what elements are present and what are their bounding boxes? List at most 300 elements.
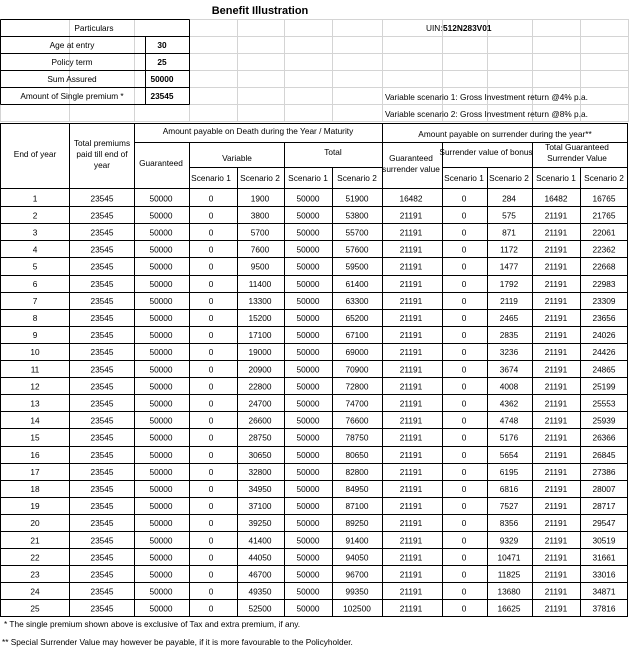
scenario-note-2: Variable scenario 2: Gross Investment return @8% p.a. xyxy=(385,109,588,119)
particulars-sum-label: Sum Assured xyxy=(47,74,97,84)
cell-total-surrender-s1: 21191 xyxy=(544,569,568,580)
cell-total-s1: 50000 xyxy=(296,432,320,443)
cell-premiums-paid: 23545 xyxy=(90,603,114,614)
variable-scenario-1-header: Scenario 1 xyxy=(191,173,231,183)
cell-total-s1: 50000 xyxy=(296,552,320,563)
cell-premiums-paid: 23545 xyxy=(90,227,114,238)
cell-guaranteed-surrender: 21191 xyxy=(399,398,423,409)
cell-bonus-s1: 0 xyxy=(461,330,467,341)
cell-total-s2: 51900 xyxy=(345,193,369,204)
cell-variable-s2: 11400 xyxy=(248,278,272,289)
particulars-premium-value: 23545 xyxy=(150,91,174,101)
cell-variable-s2: 13300 xyxy=(248,295,272,306)
cell-total-s1: 50000 xyxy=(296,535,320,546)
cell-total-s2: 102500 xyxy=(343,603,371,614)
header-end-of-year: End of year xyxy=(13,149,57,159)
cell-variable-s1: 0 xyxy=(208,603,214,614)
cell-total-surrender-s2: 33016 xyxy=(592,569,616,580)
cell-total-s1: 50000 xyxy=(296,261,320,272)
cell-guaranteed-surrender: 21191 xyxy=(399,535,423,546)
cell-bonus-s2: 8356 xyxy=(499,518,519,529)
cell-total-s2: 72800 xyxy=(345,381,369,392)
cell-year: 20 xyxy=(30,518,40,529)
cell-bonus-s2: 1477 xyxy=(499,261,519,272)
table-row xyxy=(30,450,616,460)
cell-total-surrender-s2: 22668 xyxy=(592,261,616,272)
cell-total-surrender-s1: 21191 xyxy=(544,586,568,597)
cell-year: 21 xyxy=(30,535,40,546)
header-surrender-group: Amount payable on surrender during the year** xyxy=(418,129,592,139)
cell-variable-s2: 28750 xyxy=(248,432,272,443)
cell-variable-s1: 0 xyxy=(208,227,214,238)
table-row xyxy=(30,416,616,426)
cell-total-s2: 61400 xyxy=(345,278,369,289)
cell-variable-s2: 26600 xyxy=(248,415,272,426)
header-total: Total xyxy=(324,147,342,157)
cell-total-s2: 94050 xyxy=(345,552,369,563)
bonus-scenario-2-header: Scenario 2 xyxy=(489,173,529,183)
cell-bonus-s2: 6816 xyxy=(499,484,519,494)
table-row xyxy=(30,604,616,614)
header-total-guaranteed-surrender-line2: Surrender Value xyxy=(547,153,607,163)
cell-premiums-paid: 23545 xyxy=(90,313,114,323)
cell-premiums-paid: 23545 xyxy=(90,415,114,426)
cell-total-surrender-s2: 30519 xyxy=(592,535,616,546)
cell-total-surrender-s1: 21191 xyxy=(544,484,568,494)
cell-premiums-paid: 23545 xyxy=(90,586,114,597)
cell-bonus-s2: 2465 xyxy=(499,313,519,323)
cell-total-surrender-s2: 25553 xyxy=(592,398,616,409)
cell-bonus-s2: 9329 xyxy=(499,535,519,546)
cell-total-surrender-s1: 21191 xyxy=(544,381,568,392)
cell-variable-s1: 0 xyxy=(208,535,214,546)
header-total-guaranteed-surrender-line1: Total Guaranteed xyxy=(545,142,609,152)
particulars-term-label: Policy term xyxy=(51,57,93,67)
particulars-sum-value: 50000 xyxy=(150,74,174,84)
cell-bonus-s1: 0 xyxy=(461,501,467,512)
cell-total-s2: 99350 xyxy=(345,586,369,597)
cell-year: 1 xyxy=(32,193,38,204)
cell-variable-s1: 0 xyxy=(208,466,214,477)
cell-variable-s1: 0 xyxy=(208,193,214,204)
cell-variable-s2: 52500 xyxy=(248,603,272,614)
header-variable: Variable xyxy=(222,153,252,163)
cell-variable-s2: 34950 xyxy=(248,484,272,494)
cell-total-surrender-s2: 25199 xyxy=(592,381,616,392)
header-guaranteed-surrender-line2: surrender value xyxy=(382,164,440,174)
cell-bonus-s1: 0 xyxy=(461,415,467,426)
cell-guaranteed-death: 50000 xyxy=(149,244,173,255)
cell-bonus-s2: 3674 xyxy=(499,364,519,375)
cell-bonus-s1: 0 xyxy=(461,398,467,409)
cell-bonus-s2: 16625 xyxy=(497,603,521,614)
table-row xyxy=(33,296,616,306)
cell-guaranteed-death: 50000 xyxy=(149,347,173,358)
cell-bonus-s2: 5654 xyxy=(499,449,519,460)
cell-year: 12 xyxy=(30,381,40,392)
cell-total-surrender-s1: 21191 xyxy=(544,501,568,512)
uin-label: UIN: xyxy=(426,23,443,33)
cell-bonus-s2: 5176 xyxy=(499,432,519,443)
cell-total-s1: 50000 xyxy=(296,398,320,409)
cell-total-surrender-s1: 21191 xyxy=(544,415,568,426)
cell-guaranteed-surrender: 21191 xyxy=(399,586,423,597)
cell-year: 22 xyxy=(30,552,40,563)
cell-premiums-paid: 23545 xyxy=(90,244,114,255)
cell-premiums-paid: 23545 xyxy=(90,569,114,580)
cell-year: 4 xyxy=(32,244,38,255)
cell-bonus-s2: 1172 xyxy=(500,244,518,255)
particulars-term-value: 25 xyxy=(157,57,167,67)
cell-guaranteed-surrender: 21191 xyxy=(399,330,423,341)
table-row xyxy=(30,518,616,528)
cell-guaranteed-death: 50000 xyxy=(149,466,173,477)
cell-guaranteed-death: 50000 xyxy=(149,603,173,614)
cell-variable-s1: 0 xyxy=(208,586,214,597)
cell-total-surrender-s1: 21191 xyxy=(544,244,568,255)
cell-guaranteed-surrender: 21191 xyxy=(399,552,423,563)
footnote-single-premium: * The single premium shown above is exclusive of Tax and extra premium, if any. xyxy=(4,619,301,629)
cell-guaranteed-death: 50000 xyxy=(149,210,173,221)
total-surrender-scenario-2-header: Scenario 2 xyxy=(584,173,624,183)
cell-bonus-s1: 0 xyxy=(461,518,467,529)
cell-total-s1: 50000 xyxy=(296,278,320,289)
cell-premiums-paid: 23545 xyxy=(90,364,114,375)
cell-bonus-s1: 0 xyxy=(461,603,467,614)
header-guaranteed-surrender-line1: Guaranteed xyxy=(389,153,433,163)
cell-year: 17 xyxy=(30,466,40,477)
table-row xyxy=(33,228,616,238)
cell-guaranteed-surrender: 21191 xyxy=(399,244,423,255)
cell-bonus-s2: 284 xyxy=(502,193,516,204)
particulars-premium-label: Amount of Single premium * xyxy=(20,91,124,101)
header-guaranteed: Guaranteed xyxy=(139,158,183,168)
cell-total-s1: 50000 xyxy=(296,466,320,477)
cell-total-s1: 50000 xyxy=(296,484,320,494)
scenario-note-1: Variable scenario 1: Gross Investment return @4% p.a. xyxy=(385,92,588,102)
cell-total-surrender-s1: 21191 xyxy=(544,347,568,358)
cell-variable-s2: 7600 xyxy=(250,244,270,255)
variable-scenario-2-header: Scenario 2 xyxy=(240,173,280,183)
cell-total-s2: 63300 xyxy=(345,295,369,306)
total-scenario-1-header: Scenario 1 xyxy=(288,173,328,183)
cell-variable-s1: 0 xyxy=(208,261,214,272)
cell-year: 6 xyxy=(32,278,38,289)
cell-total-s2: 82800 xyxy=(345,466,369,477)
cell-variable-s1: 0 xyxy=(208,552,214,563)
cell-bonus-s1: 0 xyxy=(461,210,467,221)
cell-variable-s1: 0 xyxy=(208,313,214,323)
footnote-special-surrender: ** Special Surrender Value may however be payable, if it is more favourable to the Policyholder. xyxy=(2,637,353,647)
cell-variable-s2: 49350 xyxy=(248,586,272,597)
table-row xyxy=(33,210,616,220)
cell-bonus-s1: 0 xyxy=(461,586,467,597)
cell-total-surrender-s1: 21191 xyxy=(544,330,568,341)
cell-bonus-s1: 0 xyxy=(461,364,467,375)
cell-total-s1: 50000 xyxy=(296,347,320,358)
cell-total-s1: 50000 xyxy=(296,295,320,306)
cell-guaranteed-death: 50000 xyxy=(149,415,173,426)
cell-variable-s1: 0 xyxy=(208,278,214,289)
cell-bonus-s1: 0 xyxy=(461,535,467,546)
cell-variable-s1: 0 xyxy=(208,501,214,512)
cell-total-surrender-s2: 34871 xyxy=(592,586,616,597)
table-row xyxy=(31,364,616,374)
header-total-premiums-line2: paid till end of xyxy=(76,149,128,159)
cell-total-s2: 74700 xyxy=(345,398,369,409)
table-row xyxy=(30,501,616,511)
cell-guaranteed-death: 50000 xyxy=(149,295,173,306)
cell-bonus-s2: 6195 xyxy=(499,466,519,477)
cell-guaranteed-death: 50000 xyxy=(149,227,173,238)
cell-year: 16 xyxy=(30,449,40,460)
cell-guaranteed-surrender: 21191 xyxy=(399,432,423,443)
cell-variable-s1: 0 xyxy=(208,330,214,341)
cell-total-s1: 50000 xyxy=(296,244,320,255)
cell-guaranteed-surrender: 21191 xyxy=(399,569,423,580)
cell-variable-s2: 15200 xyxy=(248,313,272,323)
cell-guaranteed-death: 50000 xyxy=(149,586,173,597)
cell-total-s1: 50000 xyxy=(296,501,320,512)
cell-total-surrender-s2: 29547 xyxy=(592,518,616,529)
cell-variable-s1: 0 xyxy=(208,449,214,460)
cell-total-s1: 50000 xyxy=(296,227,320,238)
cell-variable-s2: 46700 xyxy=(248,569,272,580)
cell-bonus-s2: 4748 xyxy=(499,415,519,426)
cell-bonus-s1: 0 xyxy=(461,432,467,443)
cell-total-surrender-s2: 25939 xyxy=(592,415,616,426)
cell-total-surrender-s2: 22983 xyxy=(592,278,616,289)
cell-total-surrender-s1: 16482 xyxy=(544,193,568,204)
table-row xyxy=(33,330,616,340)
cell-bonus-s1: 0 xyxy=(461,449,467,460)
table-row xyxy=(30,535,616,545)
table-row xyxy=(33,262,616,272)
cell-total-surrender-s2: 26366 xyxy=(592,432,616,443)
cell-variable-s1: 0 xyxy=(208,484,214,494)
cell-bonus-s1: 0 xyxy=(461,484,467,494)
cell-bonus-s1: 0 xyxy=(461,278,467,289)
cell-year: 8 xyxy=(32,313,38,323)
cell-premiums-paid: 23545 xyxy=(90,535,114,546)
cell-premiums-paid: 23545 xyxy=(90,518,114,529)
cell-guaranteed-surrender: 21191 xyxy=(399,518,423,529)
cell-bonus-s1: 0 xyxy=(461,295,467,306)
cell-year: 25 xyxy=(30,603,40,614)
cell-premiums-paid: 23545 xyxy=(90,330,114,341)
cell-premiums-paid: 23545 xyxy=(90,432,114,443)
cell-variable-s2: 37100 xyxy=(248,501,272,512)
total-scenario-2-header: Scenario 2 xyxy=(337,173,377,183)
cell-premiums-paid: 23545 xyxy=(90,278,114,289)
table-row xyxy=(30,484,616,494)
cell-guaranteed-death: 50000 xyxy=(149,193,173,204)
cell-guaranteed-death: 50000 xyxy=(149,330,173,341)
cell-premiums-paid: 23545 xyxy=(90,398,114,409)
cell-bonus-s1: 0 xyxy=(461,552,467,563)
cell-guaranteed-death: 50000 xyxy=(149,501,173,512)
cell-total-s1: 50000 xyxy=(296,364,320,375)
cell-guaranteed-death: 50000 xyxy=(149,449,173,460)
cell-total-surrender-s2: 21765 xyxy=(592,210,616,221)
cell-variable-s1: 0 xyxy=(208,398,214,409)
cell-total-s2: 76600 xyxy=(345,415,369,426)
cell-total-s2: 91400 xyxy=(345,535,369,546)
cell-bonus-s2: 575 xyxy=(502,210,516,221)
cell-variable-s1: 0 xyxy=(208,295,214,306)
cell-guaranteed-surrender: 21191 xyxy=(399,603,423,614)
cell-total-surrender-s2: 37816 xyxy=(592,603,616,614)
cell-total-s1: 50000 xyxy=(296,603,320,614)
cell-bonus-s1: 0 xyxy=(461,313,467,323)
cell-guaranteed-death: 50000 xyxy=(149,313,173,323)
cell-premiums-paid: 23545 xyxy=(90,501,114,512)
cell-year: 23 xyxy=(30,569,40,580)
table-row xyxy=(30,570,616,580)
sheet-title: Benefit Illustration xyxy=(211,5,309,17)
cell-total-surrender-s1: 21191 xyxy=(544,432,568,443)
cell-guaranteed-death: 50000 xyxy=(149,364,173,375)
cell-total-surrender-s1: 21191 xyxy=(544,466,568,477)
cell-total-surrender-s1: 21191 xyxy=(544,295,568,306)
particulars-header: Particulars xyxy=(74,23,114,33)
cell-bonus-s2: 4362 xyxy=(499,398,519,409)
cell-guaranteed-death: 50000 xyxy=(149,569,173,580)
cell-total-surrender-s1: 21191 xyxy=(544,603,568,614)
cell-year: 15 xyxy=(30,432,40,443)
cell-premiums-paid: 23545 xyxy=(90,381,114,392)
cell-year: 14 xyxy=(30,415,40,426)
table-row xyxy=(33,245,616,255)
cell-total-s1: 50000 xyxy=(296,449,320,460)
cell-guaranteed-death: 50000 xyxy=(149,484,173,494)
cell-total-surrender-s2: 24865 xyxy=(592,364,616,375)
particulars-age-value: 30 xyxy=(157,40,167,50)
cell-total-surrender-s2: 23309 xyxy=(592,295,616,306)
cell-guaranteed-surrender: 21191 xyxy=(399,466,423,477)
cell-variable-s2: 30650 xyxy=(248,449,272,460)
cell-bonus-s2: 2835 xyxy=(499,330,519,341)
cell-year: 18 xyxy=(30,484,40,494)
cell-total-surrender-s1: 21191 xyxy=(544,227,568,238)
header-total-premiums-line3: year xyxy=(93,160,111,170)
cell-total-surrender-s1: 21191 xyxy=(544,552,568,563)
cell-bonus-s2: 7527 xyxy=(499,501,519,512)
cell-variable-s1: 0 xyxy=(208,347,214,358)
cell-total-s1: 50000 xyxy=(296,518,320,529)
cell-year: 19 xyxy=(30,501,40,512)
header-death-group: Amount payable on Death during the Year / Maturity xyxy=(162,126,354,136)
cell-total-s1: 50000 xyxy=(296,313,320,323)
cell-guaranteed-surrender: 21191 xyxy=(399,415,423,426)
cell-total-surrender-s1: 21191 xyxy=(544,398,568,409)
cell-variable-s2: 9500 xyxy=(250,261,270,272)
table-row xyxy=(30,467,616,477)
cell-year: 13 xyxy=(30,398,40,409)
cell-total-surrender-s2: 23656 xyxy=(592,313,616,323)
cell-guaranteed-death: 50000 xyxy=(149,432,173,443)
cell-premiums-paid: 23545 xyxy=(90,261,114,272)
cell-total-surrender-s1: 21191 xyxy=(544,449,568,460)
table-row xyxy=(30,552,616,562)
cell-total-s1: 50000 xyxy=(296,330,320,341)
cell-premiums-paid: 23545 xyxy=(90,552,114,563)
header-surrender-bonus: Surrender value of bonus xyxy=(439,147,533,157)
cell-guaranteed-surrender: 21191 xyxy=(399,261,423,272)
total-surrender-scenario-1-header: Scenario 1 xyxy=(536,173,576,183)
cell-total-s1: 50000 xyxy=(296,193,320,204)
cell-total-s1: 50000 xyxy=(296,586,320,597)
cell-total-surrender-s1: 21191 xyxy=(544,261,568,272)
cell-premiums-paid: 23545 xyxy=(90,347,114,358)
cell-guaranteed-death: 50000 xyxy=(149,278,173,289)
cell-total-s2: 53800 xyxy=(345,210,369,221)
cell-total-s2: 84950 xyxy=(345,484,369,494)
cell-total-surrender-s2: 22362 xyxy=(592,244,616,255)
cell-year: 5 xyxy=(32,261,38,272)
cell-guaranteed-surrender: 21191 xyxy=(399,347,423,358)
cell-variable-s2: 1900 xyxy=(250,193,270,204)
cell-variable-s1: 0 xyxy=(208,364,214,375)
cell-bonus-s2: 13680 xyxy=(497,586,521,597)
cell-total-s2: 89250 xyxy=(345,518,369,529)
scenario-headers xyxy=(191,173,624,183)
cell-variable-s1: 0 xyxy=(208,432,214,443)
cell-variable-s2: 22800 xyxy=(248,381,272,392)
cell-total-s2: 57600 xyxy=(345,244,369,255)
cell-guaranteed-surrender: 21191 xyxy=(399,227,423,238)
cell-guaranteed-surrender: 21191 xyxy=(399,381,423,392)
cell-total-surrender-s1: 21191 xyxy=(544,364,568,375)
cell-variable-s1: 0 xyxy=(208,244,214,255)
cell-variable-s2: 32800 xyxy=(248,466,272,477)
cell-guaranteed-death: 50000 xyxy=(149,552,173,563)
cell-year: 10 xyxy=(30,347,40,358)
cell-year: 11 xyxy=(30,364,40,375)
cell-total-surrender-s1: 21191 xyxy=(544,535,568,546)
cell-total-surrender-s2: 31661 xyxy=(592,552,616,563)
cell-guaranteed-surrender: 21191 xyxy=(399,449,423,460)
cell-variable-s2: 20900 xyxy=(248,364,272,375)
table-row xyxy=(33,193,616,203)
cell-total-surrender-s2: 22061 xyxy=(592,227,616,238)
cell-guaranteed-surrender: 21191 xyxy=(399,278,423,289)
table-row xyxy=(30,399,616,409)
cell-total-surrender-s2: 28007 xyxy=(592,484,616,494)
cell-bonus-s2: 10471 xyxy=(497,552,521,563)
cell-total-surrender-s2: 26845 xyxy=(592,449,616,460)
cell-bonus-s1: 0 xyxy=(461,466,467,477)
cell-year: 7 xyxy=(32,295,38,306)
cell-bonus-s2: 4008 xyxy=(499,381,519,392)
cell-total-surrender-s2: 24426 xyxy=(592,347,616,358)
cell-variable-s2: 44050 xyxy=(248,552,272,563)
cell-variable-s1: 0 xyxy=(208,518,214,529)
cell-total-surrender-s2: 16765 xyxy=(592,193,616,204)
cell-variable-s2: 24700 xyxy=(248,398,272,409)
cell-variable-s1: 0 xyxy=(208,210,214,221)
cell-guaranteed-surrender: 21191 xyxy=(399,364,423,375)
table-row xyxy=(30,433,616,443)
cell-total-s1: 50000 xyxy=(296,569,320,580)
cell-total-surrender-s1: 21191 xyxy=(544,518,568,529)
cell-guaranteed-surrender: 21191 xyxy=(399,501,423,512)
cell-bonus-s1: 0 xyxy=(461,193,467,204)
cell-year: 3 xyxy=(32,227,38,238)
cell-total-s2: 55700 xyxy=(345,227,369,238)
cell-total-s1: 50000 xyxy=(296,210,320,221)
cell-total-s2: 70900 xyxy=(345,364,369,375)
